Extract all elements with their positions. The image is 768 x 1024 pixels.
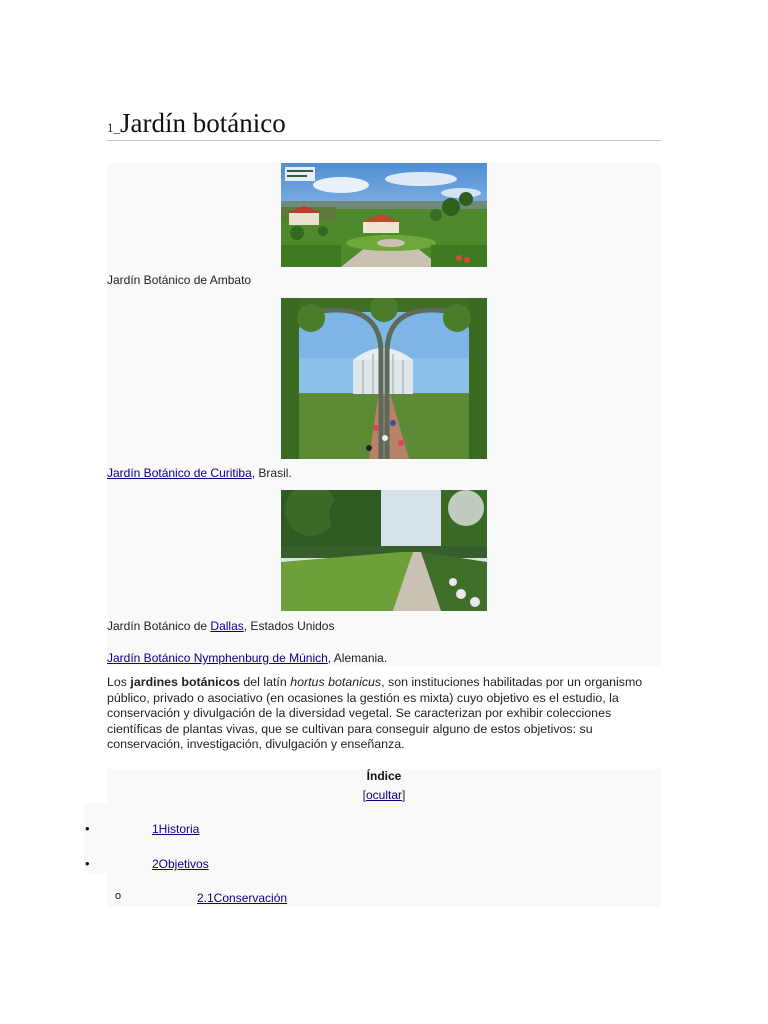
toc-bullet: • [85,856,90,871]
bold-term: jardines botánicos [130,675,240,689]
page-title: Jardín botánico [120,108,286,138]
toc-item-historia[interactable]: 1Historia [152,822,200,836]
heading-number: 1 [107,120,114,135]
latin-term: hortus botanicus [290,675,382,689]
curitiba-garden-photo[interactable] [281,298,487,459]
dallas-garden-photo[interactable] [281,490,487,611]
toc-toggle: [ocultar] [362,788,406,802]
dallas-link[interactable]: Dallas [210,619,244,633]
toc-bullet: • [85,821,90,836]
toc-item-objetivos[interactable]: 2Objetivos [152,857,209,871]
figure-caption-curitiba: Jardín Botánico de Curitiba, Brasil. [107,466,292,480]
toc-sub-bullet: o [115,890,122,902]
ambato-garden-photo[interactable] [281,163,487,267]
curitiba-link[interactable]: Jardín Botánico de Curitiba [107,466,252,480]
toc-item-conservacion[interactable]: 2.1Conservación [197,891,288,905]
munich-garden-link[interactable]: Jardín Botánico Nymphenburg de Múnich [107,651,328,665]
figure-caption-dallas: Jardín Botánico de Dallas, Estados Unidos [107,619,335,633]
figure-caption-munich: Jardín Botánico Nymphenburg de Múnich, Alemania. [107,651,388,665]
toc-hide-link[interactable]: ocultar [365,788,403,802]
page-heading: 1_Jardín botánico [107,108,661,141]
intro-paragraph: Los jardines botánicos del latín hortus botanicus, son instituciones habilitadas por un organismo público, privado o asociativo (en ocasiones la gestión es mixta) cuyo objetivo es el estudio, la conservación y divulgación de la diversidad vegetal. Se caracterizan por exhibir colecciones científicas de plantas vivas, que se cultivan para conseguir alguno de estos objetivos: su conservación, investigación, divulgación y enseñanza. [107,675,643,752]
figure-caption-ambato: Jardín Botánico de Ambato [107,273,252,287]
toc-title: Índice [366,769,402,783]
